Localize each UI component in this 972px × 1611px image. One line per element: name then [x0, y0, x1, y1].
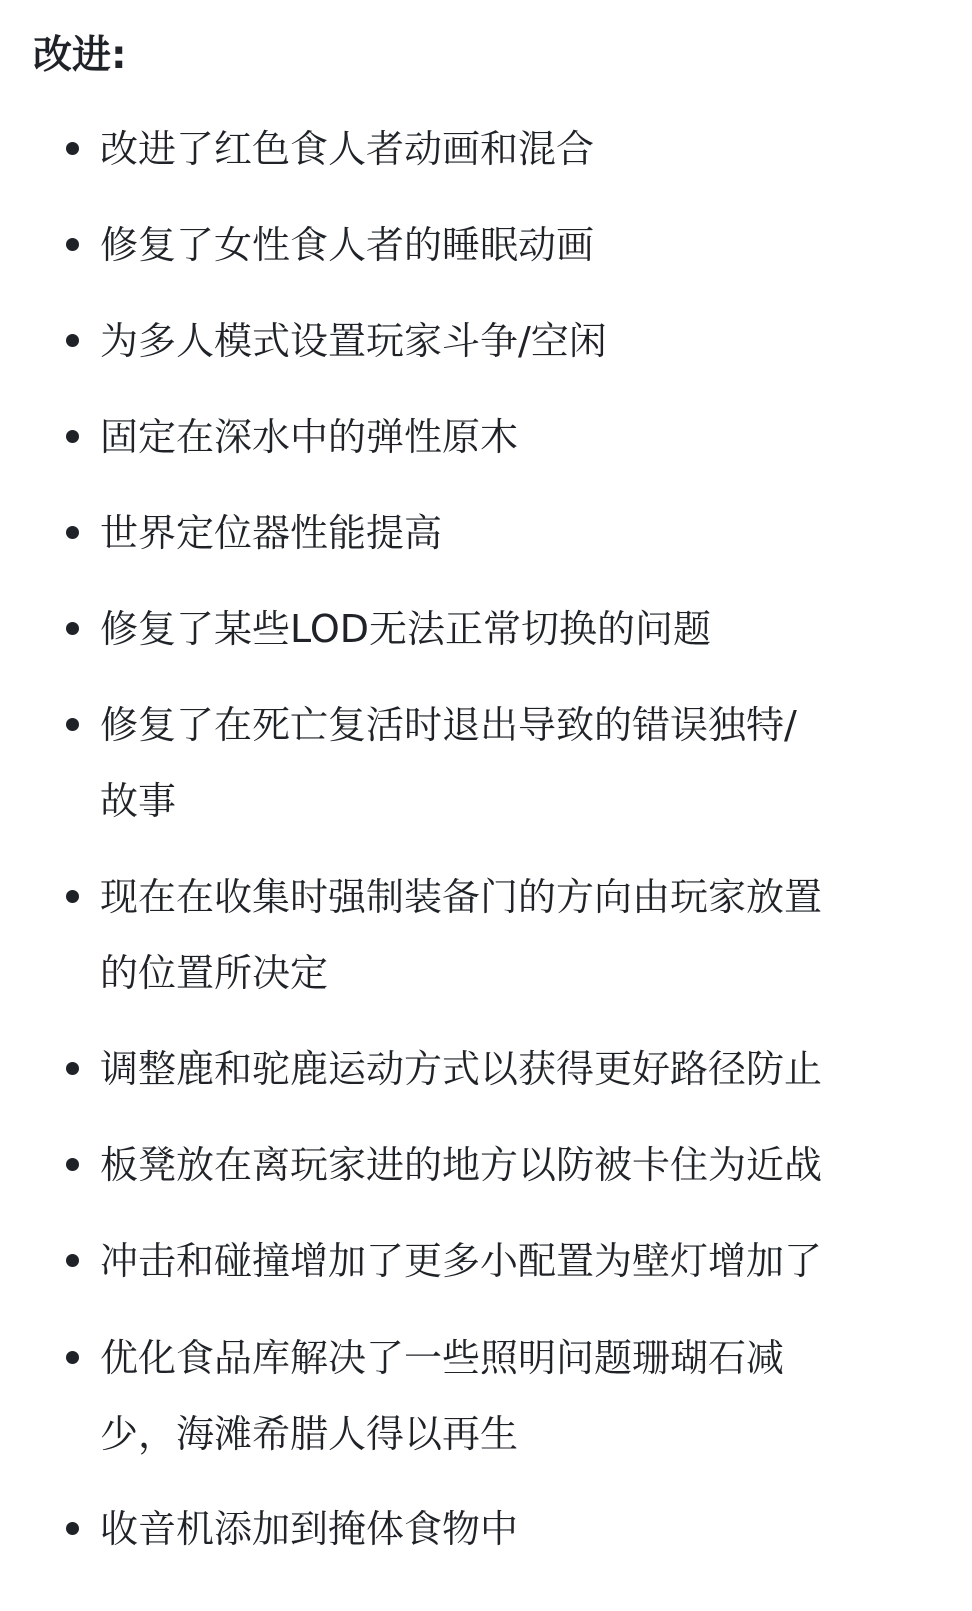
item-text: 固定在深水中的弹性原木	[100, 415, 519, 459]
item-text: 优化食品库解决了一些照明问题珊瑚石减	[100, 1336, 785, 1380]
item-text-continuation: 的位置所决定	[100, 951, 329, 995]
bullet-icon	[66, 142, 79, 155]
bullet-icon	[66, 1158, 79, 1171]
item-text: 世界定位器性能提高	[100, 511, 443, 555]
list-item	[100, 1031, 920, 1107]
list-item	[100, 399, 920, 475]
bullet-icon	[66, 890, 79, 903]
list-item	[100, 1127, 920, 1203]
list-item	[100, 207, 920, 283]
list-item	[100, 591, 920, 667]
bullet-icon	[66, 334, 79, 347]
item-text: 调整鹿和驼鹿运动方式以获得更好路径防止	[100, 1047, 823, 1091]
item-text: 为多人模式设置玩家斗争/空闲	[100, 319, 607, 363]
bullet-icon	[66, 430, 79, 443]
list-item	[100, 111, 920, 187]
list-item	[100, 1223, 920, 1299]
item-text: 冲击和碰撞增加了更多小配置为壁灯增加了	[100, 1239, 823, 1283]
bullet-icon	[66, 622, 79, 635]
list-item	[100, 859, 920, 1011]
list-item	[100, 1320, 920, 1472]
item-text: 修复了女性食人者的睡眠动画	[100, 223, 595, 267]
bullet-icon	[66, 1062, 79, 1075]
item-text-continuation: 少，海滩希腊人得以再生	[100, 1412, 519, 1456]
item-text-continuation: 故事	[100, 779, 177, 823]
item-text: 板凳放在离玩家进的地方以防被卡住为近战	[100, 1143, 823, 1187]
bullet-icon	[66, 1522, 79, 1535]
bullet-icon	[66, 238, 79, 251]
item-text: 修复了某些LOD无法正常切换的问题	[100, 607, 711, 651]
list-item	[100, 1491, 920, 1567]
bullet-icon	[66, 1351, 79, 1364]
item-text: 修复了在死亡复活时退出导致的错误独特/	[100, 703, 797, 747]
list-item	[100, 687, 920, 839]
bullet-icon	[66, 1254, 79, 1267]
bullet-icon	[66, 526, 79, 539]
item-text: 现在在收集时强制装备门的方向由玩家放置	[100, 875, 823, 919]
list-item	[100, 495, 920, 571]
item-text: 改进了红色食人者动画和混合	[100, 127, 595, 171]
list-item	[100, 303, 920, 379]
item-text: 收音机添加到掩体食物中	[100, 1507, 519, 1551]
section-heading: 改进:	[33, 33, 127, 78]
bullet-icon	[66, 718, 79, 731]
